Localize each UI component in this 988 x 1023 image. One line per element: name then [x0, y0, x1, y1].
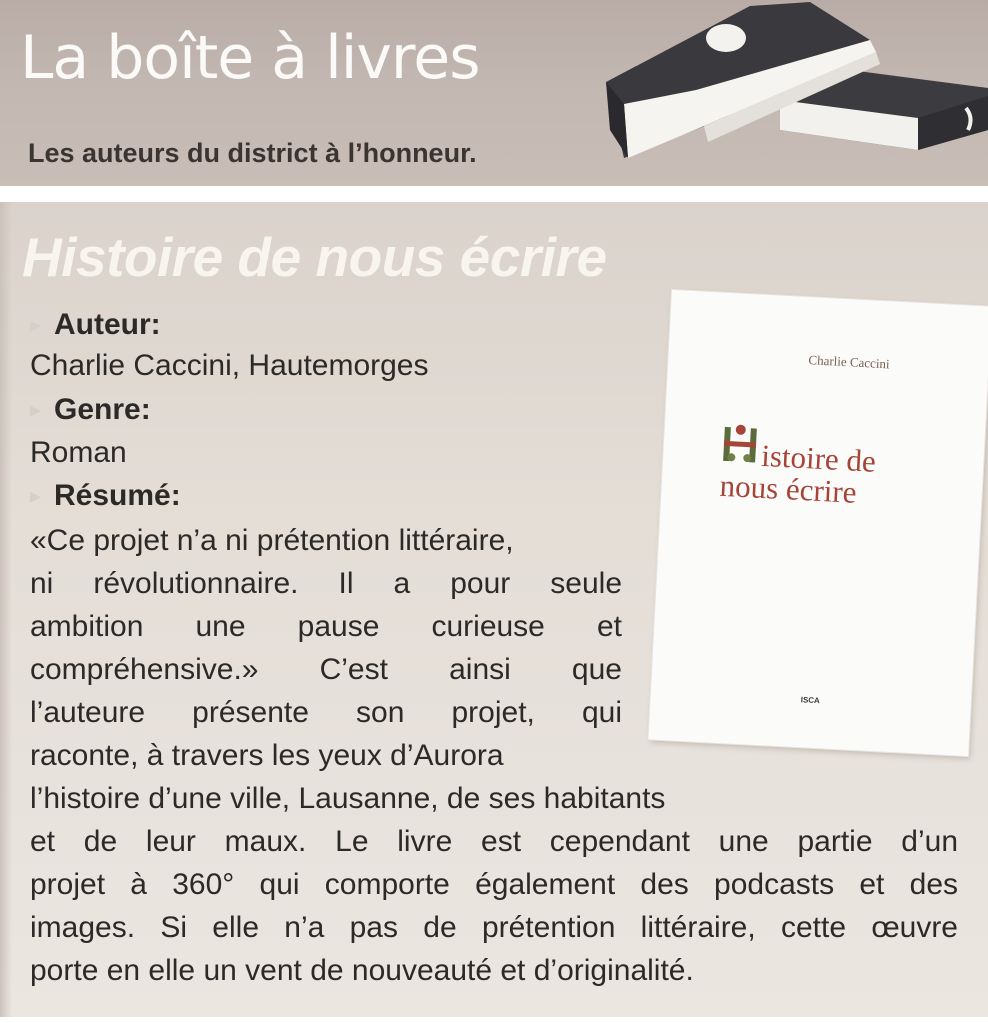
section-title: La boîte à livres [20, 23, 480, 93]
summary-line: compréhensive.» C’est ainsi que [30, 653, 622, 686]
summary-line: l’auteure présente son projet, qui [30, 696, 622, 729]
separator-stripe [0, 186, 988, 202]
genre-value: Roman [30, 436, 127, 469]
triangle-right-icon: ▸ [30, 397, 42, 422]
summary-line: images. Si elle n’a pas de prétention littéraire, cette œuvre [30, 911, 958, 944]
article-title: Histoire de nous écrire [22, 226, 607, 288]
summary-line: l’histoire d’une ville, Lausanne, de ses habitants [30, 782, 666, 815]
triangle-right-icon: ▸ [30, 483, 42, 508]
summary-line: «Ce projet n’a ni prétention littéraire, [30, 524, 514, 557]
article-edge-shadow [0, 202, 12, 1023]
cover-title-text: istoire de [760, 437, 877, 479]
summary-line: raconte, à travers les yeux d’Aurora [30, 739, 504, 772]
section-subtitle: Les auteurs du district à l’honneur. [28, 138, 477, 168]
cover-author: Charlie Caccini [808, 352, 891, 372]
author-label: Auteur: [54, 308, 161, 341]
cover-title-line2: nous écrire [718, 467, 858, 510]
summary-line: porte en elle un vent de nouveauté et d’originalité. [30, 954, 694, 987]
author-value: Charlie Caccini, Hautemorges [30, 349, 429, 382]
genre-label: Genre: [54, 393, 151, 426]
genre-label-row [30, 390, 151, 430]
summary-label: Résumé: [54, 479, 181, 512]
summary-line: ni révolutionnaire. Il a pour seule [30, 567, 622, 600]
summary-line: et de leur maux. Le livre est cependant une partie d’un [30, 825, 958, 858]
summary-line: ambition une pause curieuse et [30, 610, 622, 643]
summary-line: projet à 360° qui comporte également des podcasts et des [30, 868, 958, 901]
triangle-right-icon: ▸ [30, 312, 42, 337]
author-label-row [30, 305, 161, 345]
stacked-books-icon [600, 0, 988, 170]
book-cover-image [648, 290, 988, 756]
summary-label-row [30, 476, 181, 516]
cover-publisher: ISCA [800, 695, 821, 706]
bottom-rule [0, 1017, 988, 1023]
